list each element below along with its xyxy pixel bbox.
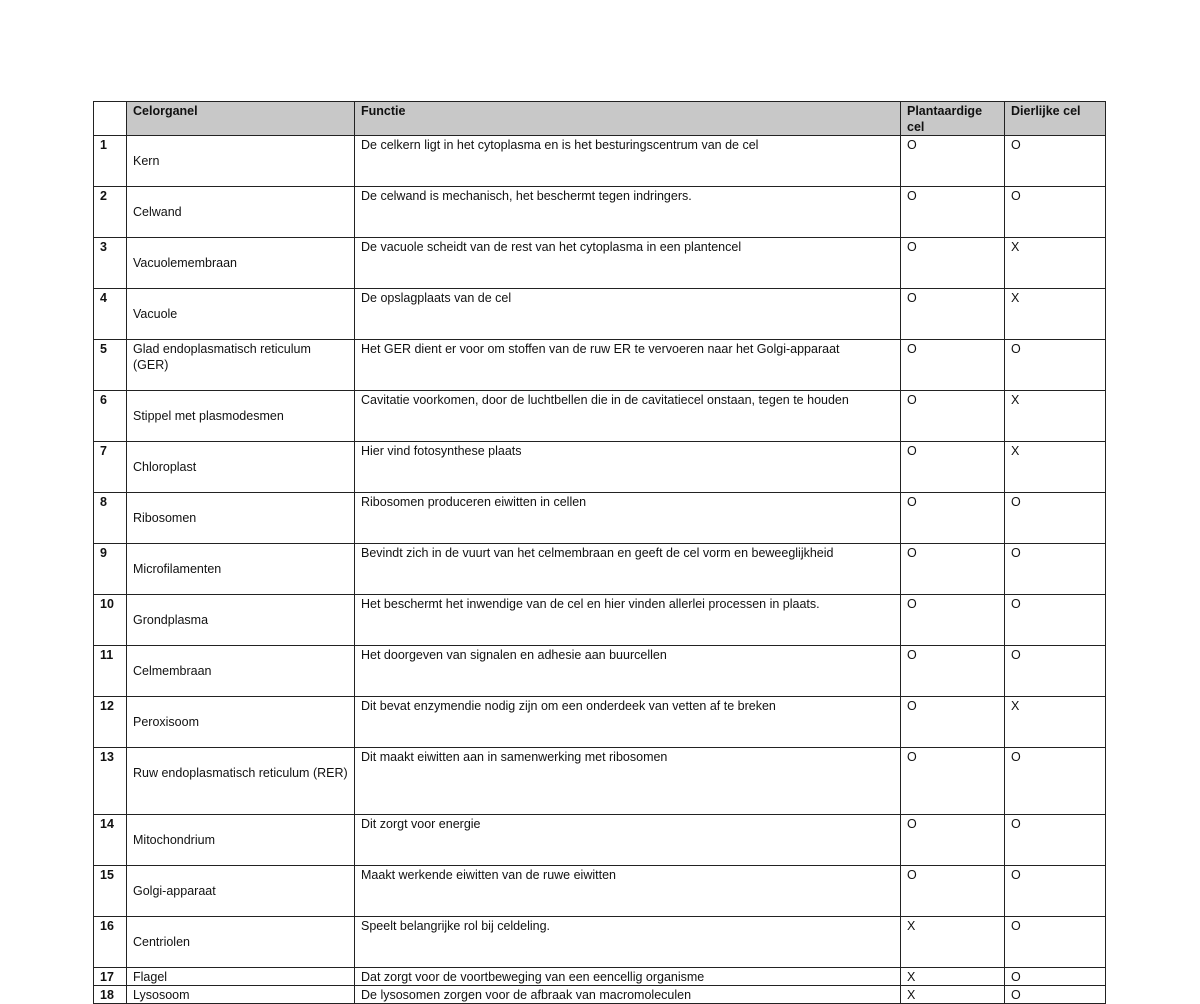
functie-cell: Het GER dient er voor om stoffen van de ruw ER te vervoeren naar het Golgi-apparaat — [355, 340, 901, 391]
functie-cell: De celwand is mechanisch, het beschermt tegen indringers. — [355, 187, 901, 238]
functie-cell: Bevindt zich in de vuurt van het celmembraan en geeft de cel vorm en beweeglijkheid — [355, 544, 901, 595]
row-number: 18 — [94, 986, 127, 1004]
row-number: 7 — [94, 442, 127, 493]
plant-mark: O — [901, 442, 1005, 493]
organel-cell: Chloroplast — [127, 442, 355, 493]
organel-cell: Celmembraan — [127, 646, 355, 697]
organel-cell: Ribosomen — [127, 493, 355, 544]
organel-cell: Mitochondrium — [127, 815, 355, 866]
table-row — [94, 866, 1106, 917]
row-number: 8 — [94, 493, 127, 544]
organel-cell: Flagel — [127, 968, 355, 986]
table-header-row — [94, 102, 1106, 136]
table-row — [94, 391, 1106, 442]
table-row — [94, 442, 1106, 493]
table-row — [94, 340, 1106, 391]
row-number: 6 — [94, 391, 127, 442]
row-number: 16 — [94, 917, 127, 968]
organel-cell: Celwand — [127, 187, 355, 238]
dier-mark: O — [1005, 646, 1106, 697]
organel-cell: Lysosoom — [127, 986, 355, 1004]
dier-mark: O — [1005, 340, 1106, 391]
dier-mark: O — [1005, 544, 1106, 595]
organel-cell: Stippel met plasmodesmen — [127, 391, 355, 442]
plant-mark: O — [901, 187, 1005, 238]
dier-mark: O — [1005, 986, 1106, 1004]
functie-cell: Dit bevat enzymendie nodig zijn om een onderdeek van vetten af te breken — [355, 697, 901, 748]
dier-mark: X — [1005, 289, 1106, 340]
dier-mark: X — [1005, 238, 1106, 289]
dier-mark: O — [1005, 187, 1106, 238]
dier-mark: X — [1005, 697, 1106, 748]
table-row — [94, 187, 1106, 238]
table-row — [94, 986, 1106, 1004]
dier-mark: O — [1005, 968, 1106, 986]
table-row — [94, 289, 1106, 340]
functie-cell: Dit maakt eiwitten aan in samenwerking met ribosomen — [355, 748, 901, 815]
organel-cell: Kern — [127, 136, 355, 187]
dier-mark: X — [1005, 442, 1106, 493]
table-row — [94, 493, 1106, 544]
functie-cell: Het beschermt het inwendige van de cel en hier vinden allerlei processen in plaats. — [355, 595, 901, 646]
row-number: 17 — [94, 968, 127, 986]
dier-mark: O — [1005, 136, 1106, 187]
row-number: 12 — [94, 697, 127, 748]
dier-mark: O — [1005, 866, 1106, 917]
plant-mark: O — [901, 697, 1005, 748]
table-row — [94, 917, 1106, 968]
table-row — [94, 136, 1106, 187]
functie-cell: De vacuole scheidt van de rest van het cytoplasma in een plantencel — [355, 238, 901, 289]
functie-cell: Cavitatie voorkomen, door de luchtbellen die in de cavitatiecel onstaan, tegen te houden — [355, 391, 901, 442]
plant-mark: O — [901, 595, 1005, 646]
plant-mark: O — [901, 289, 1005, 340]
functie-cell: Maakt werkende eiwitten van de ruwe eiwitten — [355, 866, 901, 917]
plant-mark: O — [901, 866, 1005, 917]
functie-cell: Speelt belangrijke rol bij celdeling. — [355, 917, 901, 968]
plant-mark: O — [901, 815, 1005, 866]
row-number: 13 — [94, 748, 127, 815]
dier-mark: O — [1005, 748, 1106, 815]
functie-cell: Hier vind fotosynthese plaats — [355, 442, 901, 493]
row-number: 5 — [94, 340, 127, 391]
plant-mark: O — [901, 238, 1005, 289]
functie-cell: De lysosomen zorgen voor de afbraak van macromoleculen — [355, 986, 901, 1004]
functie-cell: De opslagplaats van de cel — [355, 289, 901, 340]
row-number: 15 — [94, 866, 127, 917]
organel-cell: Grondplasma — [127, 595, 355, 646]
organel-cell: Golgi-apparaat — [127, 866, 355, 917]
dier-mark: X — [1005, 391, 1106, 442]
row-number: 4 — [94, 289, 127, 340]
plant-mark: X — [901, 917, 1005, 968]
organel-cell: Centriolen — [127, 917, 355, 968]
row-number: 3 — [94, 238, 127, 289]
plant-mark: O — [901, 646, 1005, 697]
dier-mark: O — [1005, 815, 1106, 866]
functie-cell: Dit zorgt voor energie — [355, 815, 901, 866]
header-functie: Functie — [355, 102, 901, 136]
plant-mark: O — [901, 391, 1005, 442]
table-row — [94, 697, 1106, 748]
dier-mark: O — [1005, 917, 1106, 968]
row-number: 14 — [94, 815, 127, 866]
functie-cell: Het doorgeven van signalen en adhesie aan buurcellen — [355, 646, 901, 697]
organel-cell: Microfilamenten — [127, 544, 355, 595]
dier-mark: O — [1005, 493, 1106, 544]
organel-cell: Glad endoplasmatisch reticulum (GER) — [127, 340, 355, 391]
header-dierlijke-cel: Dierlijke cel — [1005, 102, 1106, 136]
plant-mark: X — [901, 986, 1005, 1004]
organel-cell: Vacuole — [127, 289, 355, 340]
functie-cell: Ribosomen produceren eiwitten in cellen — [355, 493, 901, 544]
table-row — [94, 544, 1106, 595]
row-number: 11 — [94, 646, 127, 697]
plant-mark: O — [901, 340, 1005, 391]
table-row — [94, 748, 1106, 815]
header-plantaardige-cel: Plantaardige cel — [901, 102, 1005, 136]
functie-cell: De celkern ligt in het cytoplasma en is het besturingscentrum van de cel — [355, 136, 901, 187]
dier-mark: O — [1005, 595, 1106, 646]
table-row — [94, 968, 1106, 986]
header-celorganel: Celorganel — [127, 102, 355, 136]
row-number: 2 — [94, 187, 127, 238]
functie-cell: Dat zorgt voor de voortbeweging van een eencellig organisme — [355, 968, 901, 986]
row-number: 9 — [94, 544, 127, 595]
row-number: 1 — [94, 136, 127, 187]
table-row — [94, 646, 1106, 697]
plant-mark: O — [901, 544, 1005, 595]
header-number — [94, 102, 127, 136]
plant-mark: X — [901, 968, 1005, 986]
row-number: 10 — [94, 595, 127, 646]
organel-cell: Ruw endoplasmatisch reticulum (RER) — [127, 748, 355, 815]
plant-mark: O — [901, 136, 1005, 187]
organel-cell: Peroxisoom — [127, 697, 355, 748]
table-row — [94, 238, 1106, 289]
celorganel-table — [93, 101, 1106, 1004]
plant-mark: O — [901, 493, 1005, 544]
table-row — [94, 595, 1106, 646]
plant-mark: O — [901, 748, 1005, 815]
table-row — [94, 815, 1106, 866]
organel-cell: Vacuolemembraan — [127, 238, 355, 289]
